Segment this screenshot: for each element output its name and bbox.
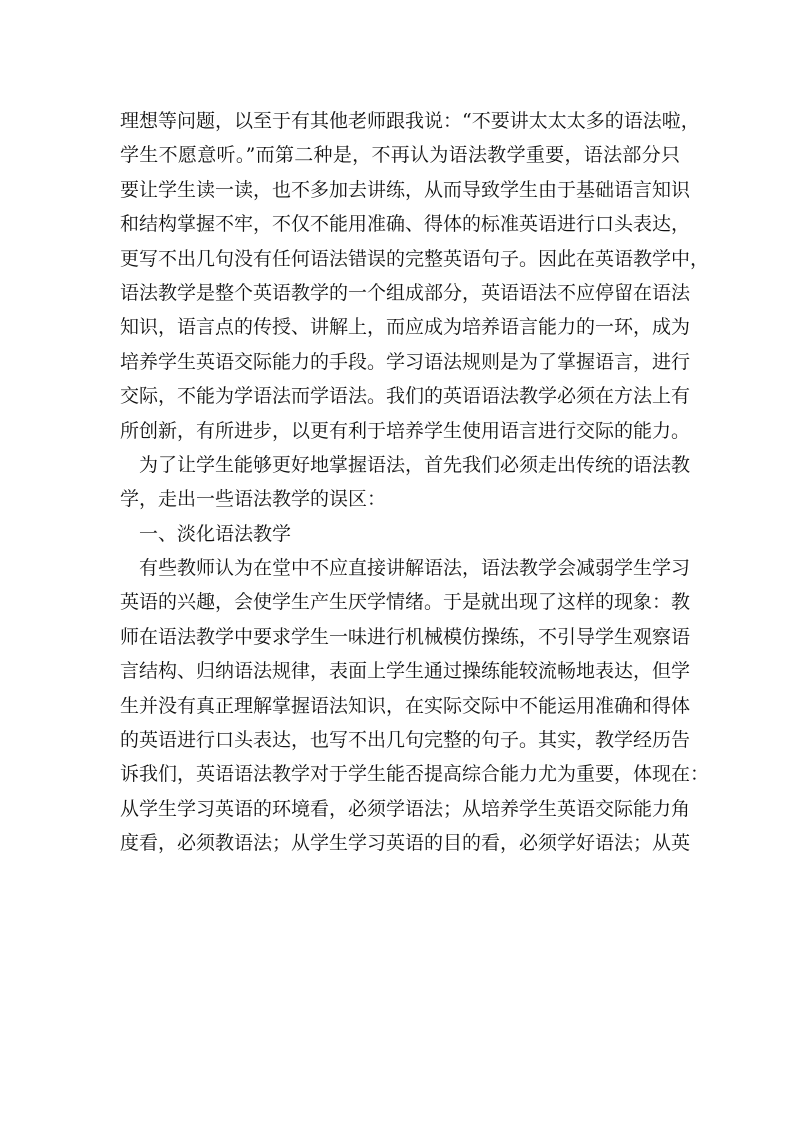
section-heading: 一、淡化语法教学 bbox=[139, 522, 292, 545]
text-line: 言结构、归纳语法规律，表面上学生通过操练能较流畅地表达，但学 bbox=[120, 660, 691, 683]
text-line: 要让学生读一读，也不多加去讲练，从而导致学生由于基础语言知识 bbox=[120, 178, 691, 201]
text-line: 培养学生英语交际能力的手段。学习语法规则是为了掌握语言，进行 bbox=[120, 350, 691, 373]
text-line: 所创新，有所进步，以更有利于培养学生使用语言进行交际的能力。 bbox=[120, 419, 691, 442]
text-line: 学，走出一些语法教学的误区： bbox=[120, 488, 387, 511]
paragraph-first-line: 有些教师认为在堂中不应直接讲解语法，语法教学会减弱学生学习 bbox=[139, 557, 691, 580]
text-line: 更写不出几句没有任何语法错误的完整英语句子。因此在英语教学中， bbox=[120, 247, 710, 270]
text-line: 生并没有真正理解掌握语法知识，在实际交际中不能运用准确和得体 bbox=[120, 694, 691, 717]
text-line: 学生不愿意听。”而第二种是，不再认为语法教学重要，语法部分只 bbox=[120, 144, 680, 167]
text-line: 和结构掌握不牢，不仅不能用准确、得体的标准英语进行口头表达， bbox=[120, 213, 691, 236]
text-line: 从学生学习英语的环境看，必须学语法；从培养学生英语交际能力角 bbox=[120, 797, 691, 820]
text-line: 语法教学是整个英语教学的一个组成部分，英语语法不应停留在语法 bbox=[120, 281, 691, 304]
text-line: 度看，必须教语法；从学生学习英语的目的看，必须学好语法；从英 bbox=[120, 832, 691, 855]
text-line: 师在语法教学中要求学生一味进行机械模仿操练，不引导学生观察语 bbox=[120, 625, 691, 648]
text-line: 英语的兴趣，会使学生产生厌学情绪。于是就出现了这样的现象：教 bbox=[120, 591, 691, 614]
text-line: 交际，不能为学语法而学语法。我们的英语语法教学必须在方法上有 bbox=[120, 385, 691, 408]
paragraph-first-line: 为了让学生能够更好地掌握语法，首先我们必须走出传统的语法教 bbox=[139, 453, 691, 476]
text-line: 的英语进行口头表达，也写不出几句完整的句子。其实，教学经历告 bbox=[120, 729, 691, 752]
text-line: 知识，语言点的传授、讲解上，而应成为培养语言能力的一环，成为 bbox=[120, 316, 691, 339]
text-line: 理想等问题，以至于有其他老师跟我说：“不要讲太太太多的语法啦， bbox=[120, 110, 700, 132]
body-text bbox=[120, 104, 710, 861]
text-line: 诉我们，英语语法教学对于学生能否提高综合能力尤为重要，体现在： bbox=[120, 763, 710, 786]
